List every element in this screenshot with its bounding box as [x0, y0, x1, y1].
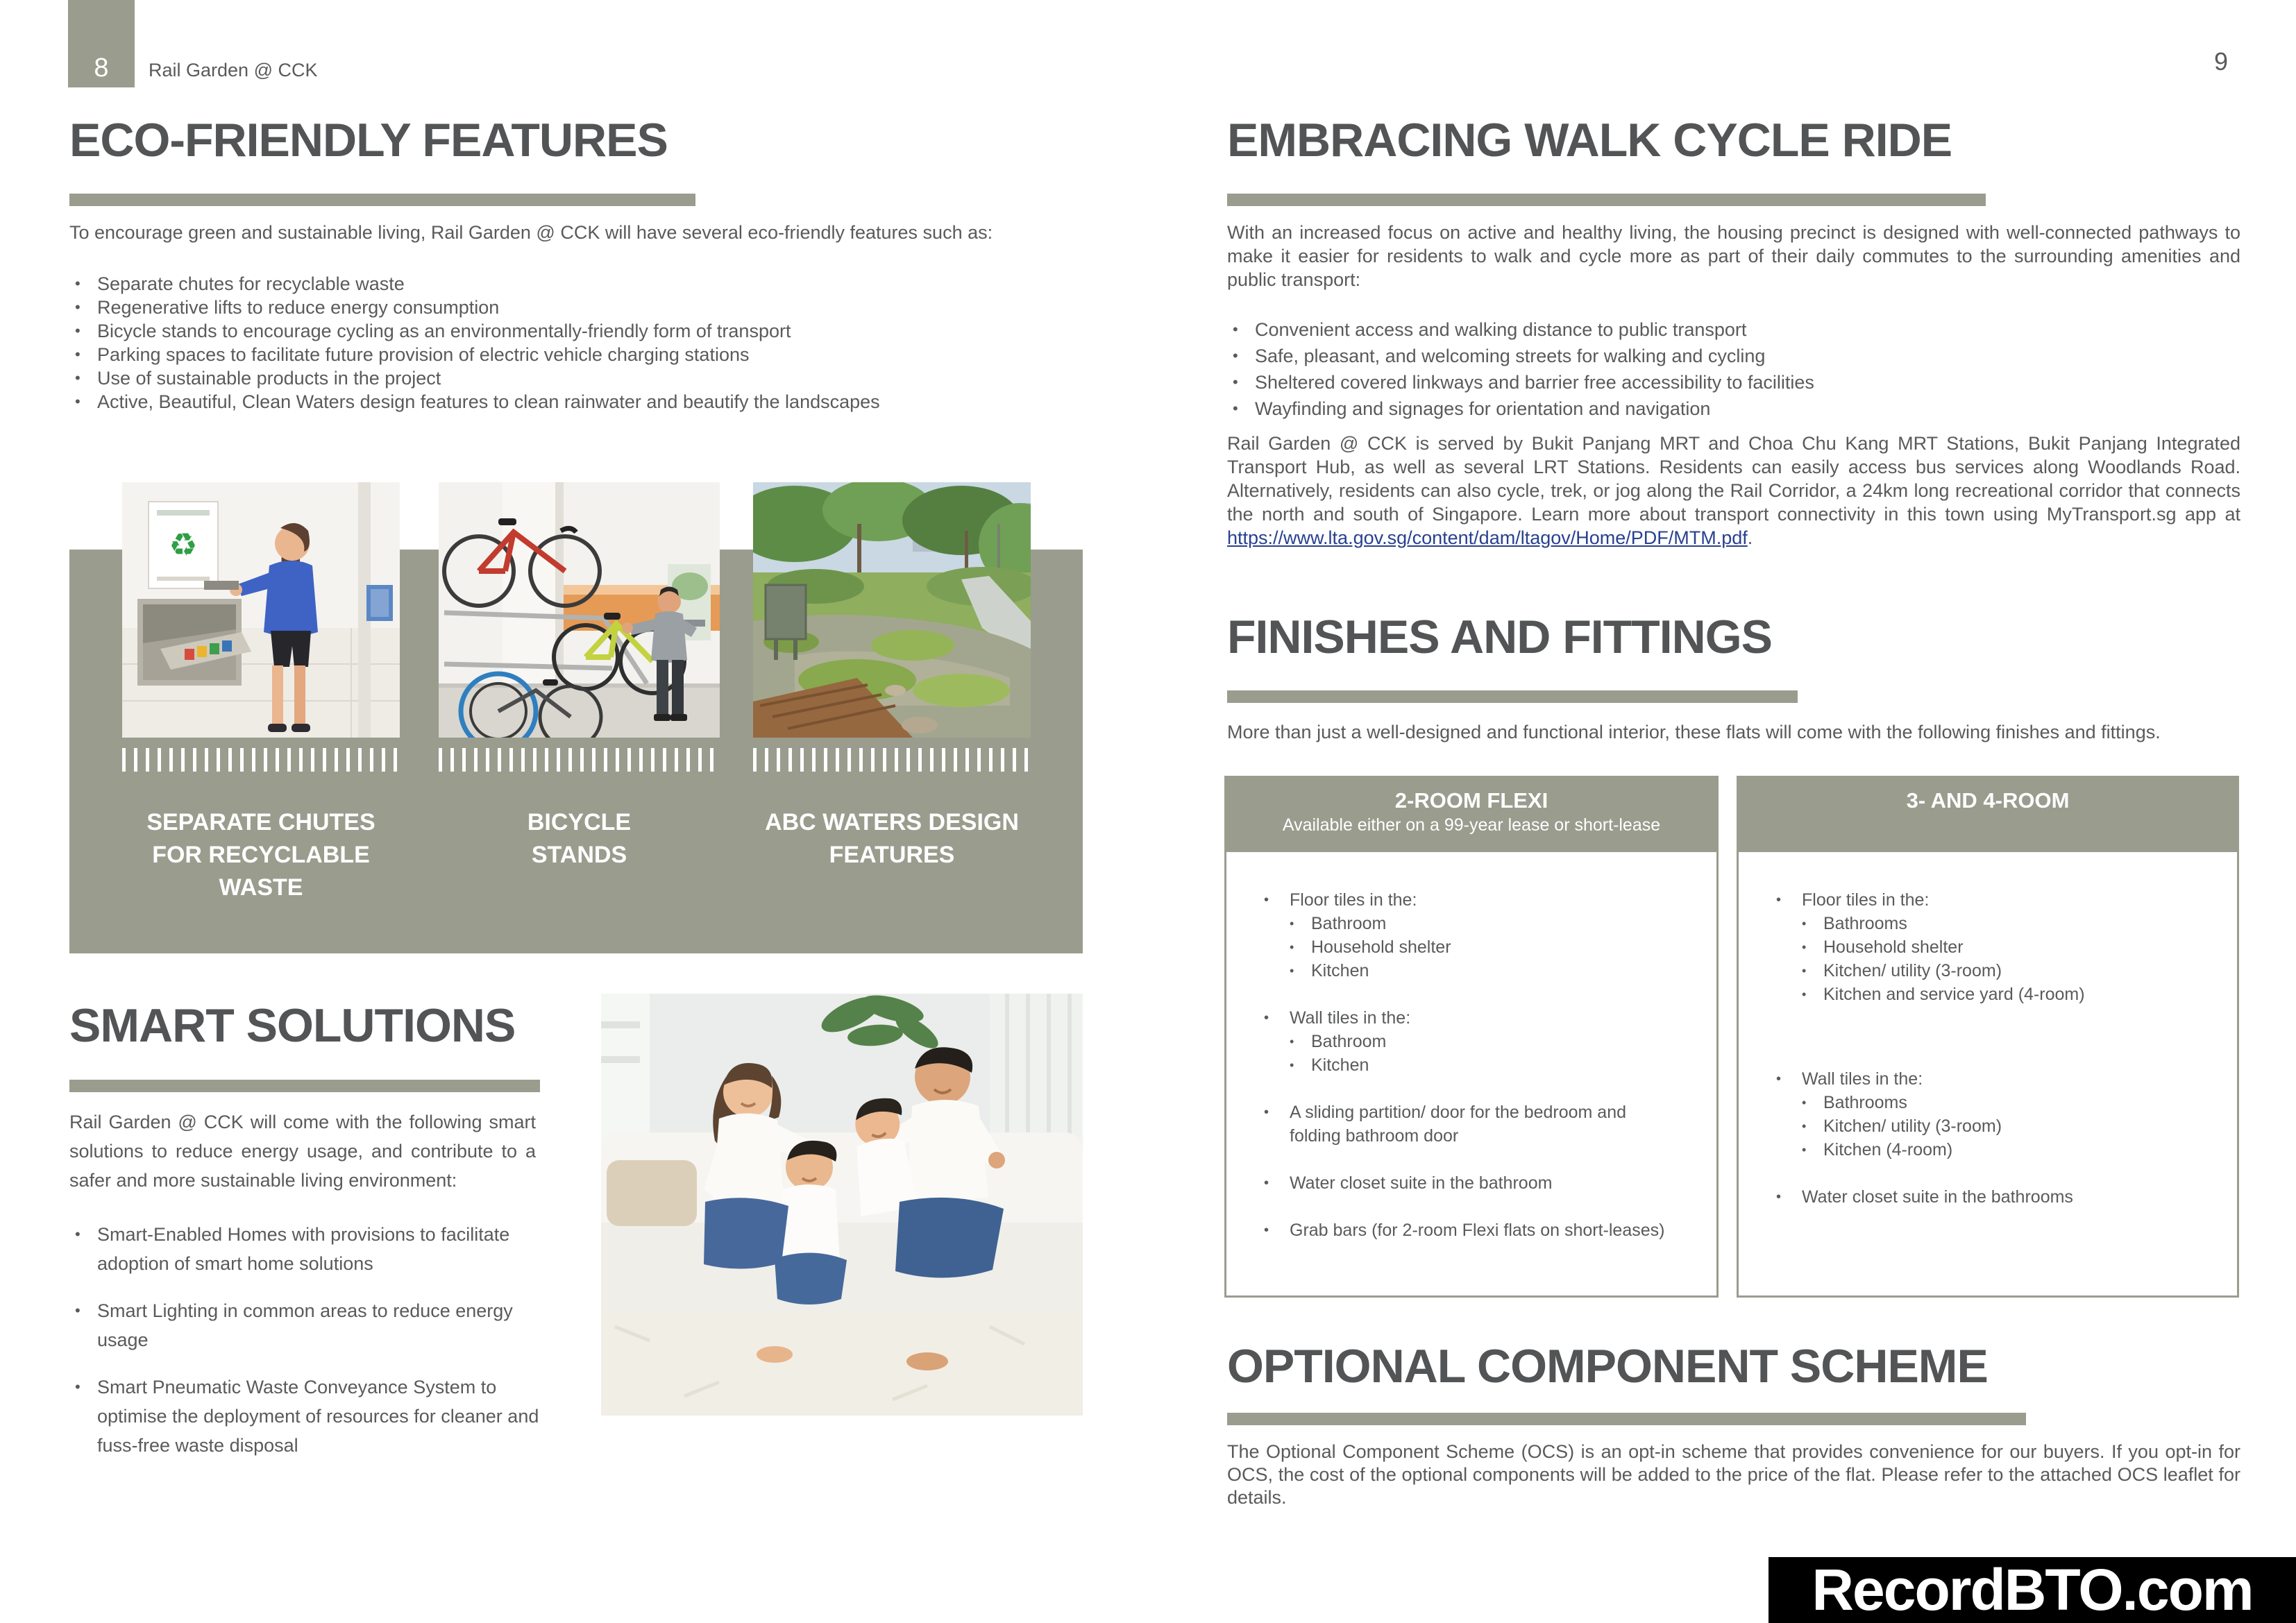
finishes-box-3-4room-header	[1739, 778, 2237, 852]
finishes-box-2room-list	[1264, 888, 1682, 1242]
finishes-group: • Wall tiles in the: • Bathrooms • Kitchen/ utility (3-room) • Kitchen (4-room)	[1776, 1067, 2202, 1162]
walk-title-rule	[1227, 194, 1986, 206]
walk-intro: With an increased focus on active and healthy living, the housing precinct is designed with well-connected pathways to make it easier for residents to walk and cycle more as part of their daily commutes to the surrounding amenities and public transport:	[1227, 222, 2240, 290]
tick-divider-1	[122, 748, 400, 772]
finishes-sub-item: • Kitchen and service yard (4-room)	[1802, 983, 2202, 1006]
photo-caption-abc-waters: ABC WATERS DESIGN FEATURES	[765, 809, 1019, 868]
tick-divider-2	[439, 748, 720, 772]
eco-bullet-item: • Separate chutes for recyclable waste	[69, 272, 1076, 296]
walk-bullet-item: • Sheltered covered linkways and barrier free accessibility to facilities	[1227, 371, 2240, 394]
ocs-section-title: OPTIONAL COMPONENT SCHEME	[1227, 1340, 1988, 1393]
recycling-chute-photo-illustration	[122, 482, 400, 738]
finishes-group: • Floor tiles in the: • Bathroom • Household shelter • Kitchen	[1264, 888, 1682, 983]
eco-bullet-item: • Parking spaces to facilitate future provision of electric vehicle charging stations	[69, 343, 1076, 366]
abc-waters-photo-illustration	[753, 482, 1031, 738]
finishes-group: • Wall tiles in the: • Bathroom • Kitchen	[1264, 1006, 1682, 1077]
finishes-group: • A sliding partition/ door for the bedroom and folding bathroom door	[1264, 1101, 1682, 1148]
smart-bullet-item: • Smart Lighting in common areas to reduce energy usage	[69, 1296, 555, 1354]
photo-abc-waters	[753, 482, 1031, 738]
ocs-title-rule	[1227, 1413, 2026, 1425]
finishes-sub-item: • Kitchen	[1290, 959, 1682, 983]
smart-bullet-list	[69, 1220, 555, 1478]
brand-label: Rail Garden @ CCK	[149, 60, 318, 80]
finishes-title-rule	[1227, 690, 1798, 703]
photo-separate-chutes	[122, 482, 400, 738]
finishes-sub-item: • Bathroom	[1290, 912, 1682, 935]
tick-divider-3	[753, 748, 1031, 772]
finishes-group: • Water closet suite in the bathrooms	[1776, 1185, 2202, 1209]
finishes-sub-item: • Household shelter	[1802, 935, 2202, 959]
eco-title-rule	[69, 194, 695, 206]
family-photo-illustration	[601, 994, 1083, 1416]
photo-family	[601, 994, 1083, 1416]
page-number-left: 8	[94, 53, 109, 83]
smart-section-title: SMART SOLUTIONS	[69, 999, 516, 1052]
eco-intro: To encourage green and sustainable living, Rail Garden @ CCK will have several eco-friendly features such as:	[69, 222, 993, 243]
finishes-sub-item: • Bathroom	[1290, 1030, 1682, 1053]
mytransport-pdf-link[interactable]: https://www.lta.gov.sg/content/dam/ltagov/Home/PDF/MTM.pdf	[1227, 527, 1748, 548]
finishes-sub-item: • Bathrooms	[1802, 1091, 2202, 1114]
finishes-group: • Grab bars (for 2-room Flexi flats on short-leases)	[1264, 1218, 1682, 1242]
finishes-box-3-4room-body	[1739, 852, 2237, 1209]
photo-caption-separate-chutes: SEPARATE CHUTES FOR RECYCLABLE WASTE	[146, 809, 375, 901]
eco-bullet-list	[69, 272, 1076, 414]
walk-bullet-list	[1227, 318, 2240, 423]
finishes-box-2room-header	[1226, 778, 1716, 852]
walk-transport-paragraph	[1227, 432, 2240, 550]
page-number-box-left	[68, 0, 135, 87]
walk-bullet-item: • Safe, pleasant, and welcoming streets for walking and cycling	[1227, 344, 2240, 368]
walk-bullet-item: • Wayfinding and signages for orientation and navigation	[1227, 397, 2240, 420]
watermark-banner	[1769, 1557, 2296, 1623]
smart-intro: Rail Garden @ CCK will come with the following smart solutions to reduce energy usage, and contribute to a safer and more sustainable living environment:	[69, 1112, 536, 1191]
finishes-group: • Water closet suite in the bathroom	[1264, 1171, 1682, 1195]
svg-text:♻: ♻	[169, 527, 198, 563]
finishes-box-2room-body	[1226, 852, 1716, 1242]
finishes-sub-item: • Kitchen/ utility (3-room)	[1802, 959, 2202, 983]
finishes-group: • Floor tiles in the: • Bathrooms • Household shelter • Kitchen/ utility (3-room) • Kitchen and service yard (4-room)	[1776, 888, 2202, 1006]
ocs-body: The Optional Component Scheme (OCS) is an opt-in scheme that provides convenience for our buyers. If you opt-in for OCS, the cost of the optional components will be added to the price of the flat. Please refer to the attached OCS leaflet for details.	[1227, 1441, 2240, 1508]
walk-paragraph-text: Rail Garden @ CCK is served by Bukit Panjang MRT and Choa Chu Kang MRT Stations, Bukit Panjang Integrated Transport Hub, as well as several LRT Stations. Residents can easily access bus services along Woodlands Road. Alternatively, residents can also cycle, trek, or jog along the Rail Corridor, a 24km long recreational corridor that connects the north and south of Singapore. Learn more about transport connectivity in this town using MyTransport.sg app at	[1227, 433, 2240, 525]
smart-title-rule	[69, 1080, 540, 1092]
finishes-box-3-4room-title: 3- AND 4-ROOM	[1906, 788, 2070, 813]
finishes-sub-item: • Kitchen/ utility (3-room)	[1802, 1114, 2202, 1138]
bicycle-stands-photo-illustration	[439, 482, 720, 738]
smart-bullet-item: • Smart Pneumatic Waste Conveyance System to optimise the deployment of resources for cleaner and fuss-free waste disposal	[69, 1373, 555, 1460]
finishes-sub-item: • Kitchen (4-room)	[1802, 1138, 2202, 1162]
photo-caption-bicycle-stands: BICYCLE STANDS	[527, 809, 632, 868]
finishes-sub-item: • Household shelter	[1290, 935, 1682, 959]
eco-section-title: ECO-FRIENDLY FEATURES	[69, 114, 668, 167]
photo-bicycle-stands	[439, 482, 720, 738]
walk-paragraph-period: .	[1747, 527, 1753, 548]
watermark-text: RecordBTO.com	[1812, 1557, 2253, 1622]
smart-bullet-item: • Smart-Enabled Homes with provisions to facilitate adoption of smart home solutions	[69, 1220, 555, 1278]
eco-bullet-item: • Active, Beautiful, Clean Waters design features to clean rainwater and beautify the landscapes	[69, 390, 1076, 414]
finishes-intro: More than just a well-designed and functional interior, these flats will come with the following finishes and fittings.	[1227, 722, 2161, 742]
page-number-right: 9	[2213, 47, 2229, 76]
finishes-box-3-4room	[1737, 776, 2239, 1298]
finishes-box-2room-subtitle: Available either on a 99-year lease or short-lease	[1282, 815, 1661, 835]
finishes-box-2room-flexi	[1224, 776, 1719, 1298]
finishes-box-3-4room-list	[1776, 888, 2202, 1209]
walk-bullet-item: • Convenient access and walking distance to public transport	[1227, 318, 2240, 341]
finishes-box-2room-title: 2-ROOM FLEXI	[1394, 788, 1548, 813]
walk-section-title: EMBRACING WALK CYCLE RIDE	[1227, 114, 1952, 167]
eco-bullet-item: • Use of sustainable products in the project	[69, 366, 1076, 390]
eco-bullet-item: • Regenerative lifts to reduce energy consumption	[69, 296, 1076, 319]
finishes-section-title: FINISHES AND FITTINGS	[1227, 611, 1772, 663]
eco-bullet-item: • Bicycle stands to encourage cycling as an environmentally-friendly form of transport	[69, 319, 1076, 343]
finishes-sub-item: • Bathrooms	[1802, 912, 2202, 935]
finishes-sub-item: • Kitchen	[1290, 1053, 1682, 1077]
